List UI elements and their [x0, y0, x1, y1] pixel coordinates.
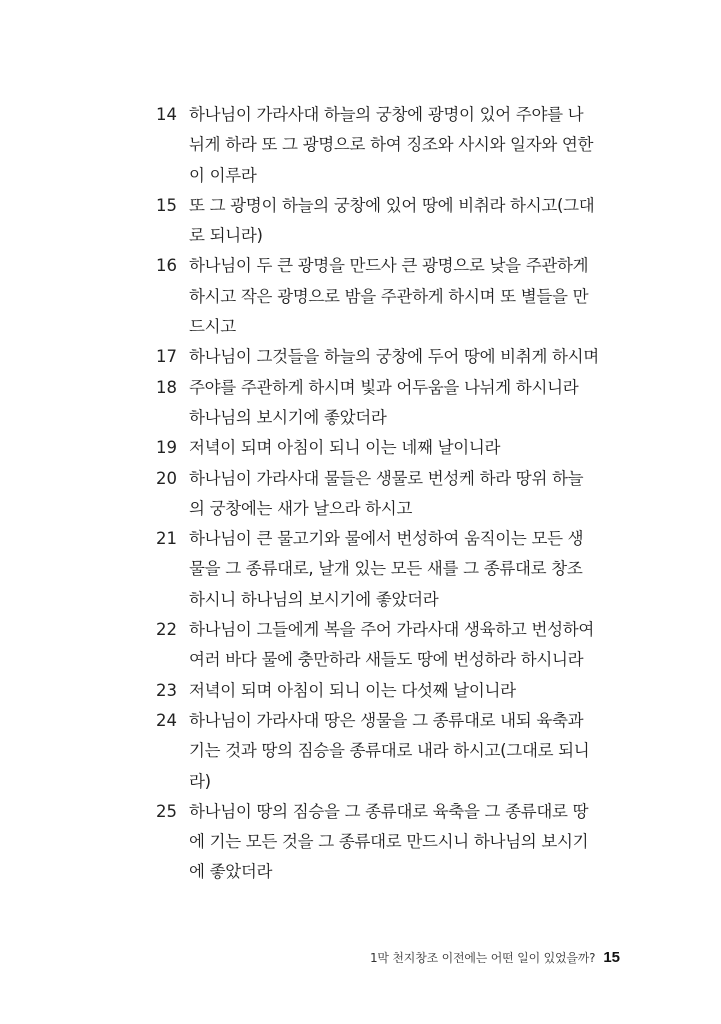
verse-number: 25 — [156, 801, 177, 821]
chapter-title: 1막 천지창조 이전에는 어떤 일이 있었을까? — [369, 951, 596, 965]
verse-line: 하나님이 가라사대 하늘의 궁창에 광명이 있어 주야를 나 — [189, 105, 584, 124]
verse-text — [189, 464, 596, 525]
verse-18 — [156, 373, 596, 434]
verse-line: 하시니 하나님의 보시기에 좋았더라 — [189, 589, 439, 609]
verse-text — [189, 433, 596, 463]
verse-number: 15 — [156, 195, 177, 215]
verse-line: 하나님이 그들에게 복을 주어 가라사대 생육하고 번성하여 — [189, 620, 595, 640]
verse-line: 기는 것과 땅의 짐승을 종류대로 내라 하시고(그대로 되니 — [189, 741, 590, 761]
verse-number: 14 — [156, 105, 177, 124]
verse-number: 19 — [156, 438, 177, 458]
verse-line: 의 궁창에는 새가 날으라 하시고 — [189, 498, 413, 518]
verse-text — [189, 342, 599, 372]
verse-line: 이 이루라 — [189, 165, 257, 185]
verse-line: 하시고 작은 광명으로 밤을 주관하게 하시며 또 별들을 만 — [189, 286, 589, 306]
verse-text — [189, 373, 596, 434]
verse-line: 하나님이 큰 물고기와 물에서 번성하여 움직이는 모든 생 — [189, 529, 584, 549]
page-number: 15 — [603, 949, 620, 966]
verse-24 — [156, 706, 596, 797]
verse-14 — [156, 100, 596, 191]
verse-22 — [156, 615, 596, 676]
verse-line: 저녁이 되며 아침이 되니 이는 네째 날이니라 — [189, 438, 501, 458]
verse-line: 물을 그 종류대로, 날개 있는 모든 새를 그 종류대로 창조 — [189, 559, 583, 579]
verse-number: 23 — [156, 680, 177, 700]
verse-number: 18 — [156, 377, 177, 397]
verse-19 — [156, 433, 596, 463]
verse-line: 뉘게 하라 또 그 광명으로 하여 징조와 사시와 일자와 연한 — [189, 135, 594, 155]
verse-16 — [156, 251, 596, 342]
verse-text — [189, 797, 596, 888]
verse-25 — [156, 797, 596, 888]
verse-line: 로 되니라) — [189, 226, 263, 246]
verse-number: 17 — [156, 347, 177, 367]
verse-line: 하나님의 보시기에 좋았더라 — [189, 407, 387, 427]
verse-line: 또 그 광명이 하늘의 궁창에 있어 땅에 비취라 하시고(그대 — [189, 195, 595, 215]
verse-text — [189, 524, 596, 615]
verse-text — [189, 100, 596, 191]
verse-17 — [156, 342, 599, 372]
verse-line: 여러 바다 물에 충만하라 새들도 땅에 번성하라 하시니라 — [189, 650, 584, 670]
verse-21 — [156, 524, 596, 615]
page-footer — [366, 949, 620, 966]
verse-number: 16 — [156, 256, 177, 276]
verse-text — [189, 251, 596, 342]
verse-15 — [156, 191, 596, 252]
verse-text — [189, 706, 596, 797]
verse-23 — [156, 676, 596, 706]
verse-list — [156, 100, 599, 888]
verse-number: 22 — [156, 620, 177, 640]
verse-number: 20 — [156, 468, 177, 488]
verse-line: 주야를 주관하게 하시며 빛과 어두움을 나뉘게 하시니라 — [189, 377, 579, 397]
verse-line: 에 기는 모든 것을 그 종류대로 만드시니 하나님의 보시기 — [189, 832, 589, 852]
verse-line: 하나님이 두 큰 광명을 만드사 큰 광명으로 낮을 주관하게 — [189, 256, 589, 276]
verse-text — [189, 191, 596, 252]
verse-line: 하나님이 땅의 짐승을 그 종류대로 육축을 그 종류대로 땅 — [189, 801, 589, 821]
verse-line: 라) — [189, 771, 211, 791]
verse-text — [189, 676, 596, 706]
verse-line: 저녁이 되며 아침이 되니 이는 다섯째 날이니라 — [189, 680, 516, 700]
verse-line: 하나님이 가라사대 물들은 생물로 번성케 하라 땅위 하늘 — [189, 468, 584, 488]
verse-text — [189, 615, 596, 676]
verse-line: 하나님이 가라사대 땅은 생물을 그 종류대로 내되 육축과 — [189, 710, 584, 730]
verse-line: 에 좋았더라 — [189, 862, 273, 882]
verse-line: 드시고 — [189, 317, 236, 337]
verse-number: 24 — [156, 710, 177, 730]
verse-line: 하나님이 그것들을 하늘의 궁창에 두어 땅에 비취게 하시며 — [189, 347, 599, 367]
verse-20 — [156, 464, 596, 525]
verse-number: 21 — [156, 529, 177, 549]
